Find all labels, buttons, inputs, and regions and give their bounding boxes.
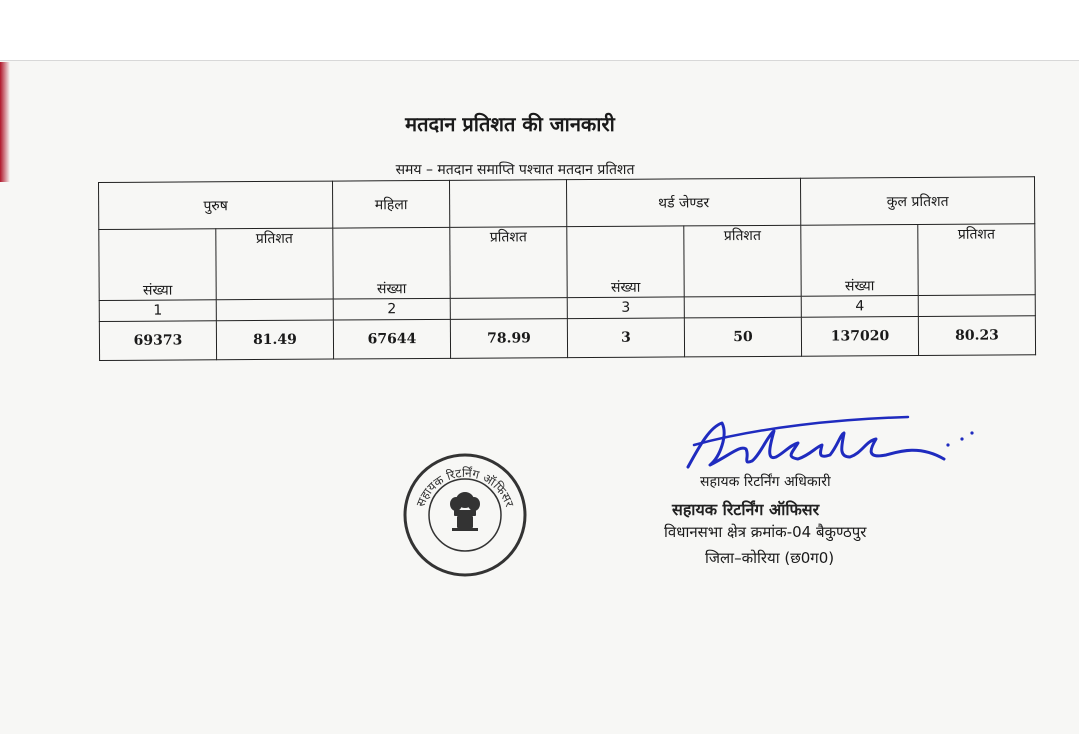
column-number-blank <box>450 298 567 320</box>
female-count-value: 67644 <box>333 319 450 359</box>
column-number-3: 3 <box>567 297 684 319</box>
seal-text: सहायक रिटर्निंग ऑफिसर <box>413 465 517 509</box>
values-row <box>99 316 1035 361</box>
turnout-table <box>98 176 1036 361</box>
total-count-label: संख्या <box>801 224 918 296</box>
female-count-label: संख्या <box>333 227 450 299</box>
male-count-value: 69373 <box>99 321 216 361</box>
column-number-1: 1 <box>99 300 216 322</box>
third-percent-value: 50 <box>684 317 801 357</box>
third-count-label: संख्या <box>567 226 684 298</box>
header-total-percent: कुल प्रतिशत <box>801 177 1035 225</box>
total-percent-value: 80.23 <box>918 316 1035 356</box>
header-female: महिला <box>333 180 450 228</box>
signatory-district: जिला–कोरिया (छ0ग0) <box>705 549 835 567</box>
header-blank <box>450 180 567 228</box>
column-number-blank <box>918 295 1035 317</box>
document-subtitle: समय – मतदान समाप्ति पश्चात मतदान प्रतिशत <box>395 162 635 178</box>
male-percent-value: 81.49 <box>216 320 333 360</box>
column-number-blank <box>216 299 333 321</box>
table-subheader-row <box>99 224 1035 301</box>
column-number-2: 2 <box>333 298 450 320</box>
signatory-stamp-title: सहायक रिटर्निंग ऑफिसर <box>672 500 820 519</box>
third-count-value: 3 <box>567 318 684 358</box>
female-percent-value: 78.99 <box>450 319 567 359</box>
column-number-4: 4 <box>801 295 918 317</box>
header-male: पुरुष <box>99 181 333 229</box>
signatory-designation: सहायक रिटर्निंग अधिकारी <box>700 474 831 490</box>
female-percent-label: प्रतिशत <box>450 227 567 299</box>
emblem-icon <box>450 492 480 531</box>
header-third-gender: थर्ड जेण्डर <box>567 178 801 226</box>
third-percent-label: प्रतिशत <box>684 225 801 297</box>
official-seal <box>400 450 530 580</box>
signatory-constituency: विधानसभा क्षेत्र क्रमांक-04 बैकुण्ठपुर <box>664 523 867 541</box>
table-header-row <box>99 177 1035 230</box>
document-title: मतदान प्रतिशत की जानकारी <box>405 112 615 136</box>
column-number-blank <box>684 296 801 318</box>
male-count-label: संख्या <box>99 229 216 301</box>
total-count-value: 137020 <box>801 316 918 356</box>
top-background <box>0 0 1079 60</box>
total-percent-label: प्रतिशत <box>918 224 1035 296</box>
male-percent-label: प्रतिशत <box>216 228 333 300</box>
